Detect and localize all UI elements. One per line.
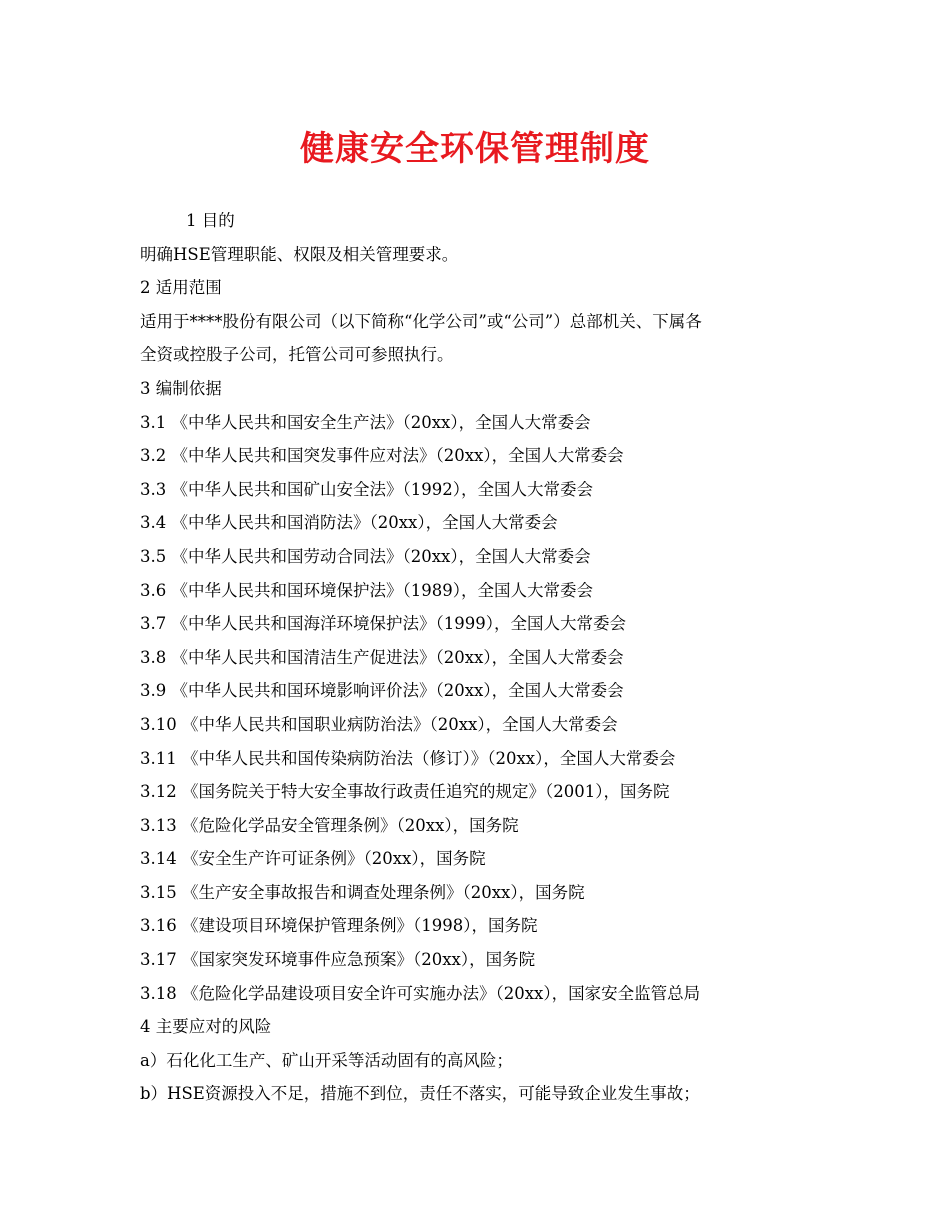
- paragraph-line: 明确HSE管理职能、权限及相关管理要求。: [140, 244, 459, 264]
- list-item: 3.16 《建设项目环境保护管理条例》（1998），国务院: [140, 916, 538, 936]
- list-item: 3.17 《国家突发环境事件应急预案》（20xx），国务院: [140, 950, 536, 970]
- list-item: 3.3 《中华人民共和国矿山安全法》（1992），全国人大常委会: [140, 479, 593, 499]
- list-item: 3.8 《中华人民共和国清洁生产促进法》（20xx），全国人大常委会: [140, 647, 624, 667]
- list-item: 3.14 《安全生产许可证条例》（20xx），国务院: [140, 849, 486, 869]
- list-item: 3.15 《生产安全事故报告和调查处理条例》（20xx），国务院: [140, 882, 585, 902]
- list-item: 3.12 《国务院关于特大安全事故行政责任追究的规定》（2001），国务院: [140, 782, 670, 802]
- section-heading: 4 主要应对的风险: [140, 1017, 272, 1037]
- list-item: 3.10 《中华人民共和国职业病防治法》（20xx），全国人大常委会: [140, 714, 618, 734]
- section-heading: 1 目的: [186, 211, 235, 230]
- document-body: [140, 204, 820, 1111]
- paragraph-line: 适用于****股份有限公司（以下简称“化学公司”或“公司”）总部机关、下属各: [140, 311, 702, 331]
- list-item: 3.9 《中华人民共和国环境影响评价法》（20xx），全国人大常委会: [140, 681, 624, 701]
- list-item: 3.18 《危险化学品建设项目安全许可实施办法》（20xx），国家安全监管总局: [140, 983, 701, 1003]
- list-item: b）HSE资源投入不足，措施不到位，责任不落实，可能导致企业发生事故；: [140, 1084, 700, 1104]
- list-item: 3.7 《中华人民共和国海洋环境保护法》（1999），全国人大常委会: [140, 614, 626, 634]
- list-item: 3.13 《危险化学品安全管理条例》（20xx），国务院: [140, 815, 519, 835]
- list-item: 3.4 《中华人民共和国消防法》（20xx），全国人大常委会: [140, 513, 558, 533]
- list-item: a）石化化工生产、矿山开采等活动固有的高风险；: [140, 1050, 513, 1070]
- list-item: 3.11 《中华人民共和国传染病防治法（修订）》（20xx），全国人大常委会: [140, 748, 676, 768]
- paragraph-line: 全资或控股子公司，托管公司可参照执行。: [140, 345, 454, 365]
- section-heading: 2 适用范围: [140, 278, 222, 298]
- list-item: 3.2 《中华人民共和国突发事件应对法》（20xx），全国人大常委会: [140, 446, 624, 466]
- document-title: 健康安全环保管理制度: [300, 129, 650, 169]
- list-item: 3.6 《中华人民共和国环境保护法》（1989），全国人大常委会: [140, 580, 593, 600]
- list-item: 3.5 《中华人民共和国劳动合同法》（20xx），全国人大常委会: [140, 546, 591, 566]
- section-heading: 3 编制依据: [140, 378, 222, 398]
- list-item: 3.1 《中华人民共和国安全生产法》（20xx），全国人大常委会: [140, 412, 591, 432]
